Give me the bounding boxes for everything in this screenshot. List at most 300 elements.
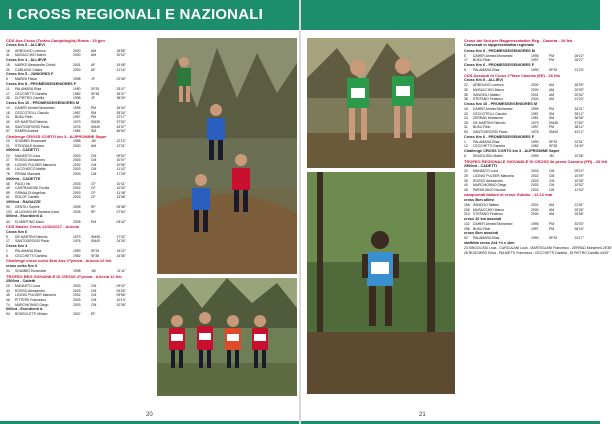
athlete-name: SANDOLI Matteo: [473, 202, 500, 207]
bib-number: 18: [6, 63, 10, 67]
bib-number: 31: [464, 125, 468, 130]
athlete-name: MARCHIONNO Diego: [15, 302, 49, 307]
finish-time: 21'23'': [574, 68, 584, 73]
finish-time: 37'52'': [574, 120, 584, 125]
athlete-name: SOUMBO Emanuele: [15, 139, 47, 144]
birth-year: 2003: [531, 169, 539, 174]
athlete-name: ARBOLINO Lorenzo: [15, 48, 46, 53]
birth-year: 2001: [531, 92, 539, 97]
photo-cross-runners-group-image: [157, 278, 297, 396]
birth-year: 1995: [531, 221, 539, 226]
finish-time: 26'10'': [574, 53, 584, 58]
category: AM: [549, 207, 555, 212]
category: CM: [91, 293, 97, 298]
finish-time: 37'52'': [116, 119, 126, 124]
finish-time: 10'07'': [116, 158, 126, 163]
athlete-name: STINZIALE Andrea: [15, 143, 44, 148]
athlete-name: MARINI Flavia: [15, 77, 37, 82]
photo-women-runners-image: [307, 38, 455, 168]
category-heading: Challenge CROSS CORTO km 3 - A/JPROMINE Saper: [464, 148, 560, 153]
athlete-name: DE MARTINI Fabrizio: [15, 119, 48, 124]
bib-number: 24: [464, 116, 468, 121]
category: JM: [91, 139, 96, 144]
athlete-name: MUSACCHIO Marco: [473, 207, 505, 212]
bib-number: 8: [6, 253, 8, 258]
finish-time: 11'03'': [574, 187, 584, 192]
bib-number: 1: [6, 249, 8, 254]
bib-number: 40: [6, 119, 10, 124]
finish-time: 24'17'': [574, 236, 584, 241]
finish-time: 13'08'': [116, 195, 126, 200]
page-number-right: 21: [419, 412, 426, 418]
bib-number: 12: [6, 106, 10, 111]
category: SF25: [91, 249, 100, 254]
athlete-name: CECCHETTI Daniela: [15, 253, 47, 258]
birth-year: 2003: [73, 171, 81, 176]
section-heading: CDS Assoluti di Cross 2^fase Caserta (EE) - 26 feb: [464, 72, 560, 78]
athlete-name: BUKU Rbin: [473, 226, 491, 231]
athlete-name: SANGIOLI Matteo: [473, 92, 501, 97]
category-heading: cross 6km assoluti: [464, 231, 499, 236]
category-heading: 2000mt - CADETTE: [6, 176, 41, 181]
category-heading: cross corto Km 3: [6, 263, 38, 268]
category: PM: [91, 106, 97, 111]
photo-runner-woods: [307, 172, 455, 394]
photo-runner-woods-image: [307, 172, 455, 394]
category: CM: [549, 173, 555, 178]
athlete-name: PIRANI Manuela: [15, 171, 41, 176]
finish-time: 33'03'': [574, 221, 584, 226]
birth-year: 1995: [531, 53, 539, 58]
birth-year: 1982: [531, 144, 539, 149]
athlete-name: RAMPA Andrea: [15, 129, 39, 134]
category: CF: [91, 190, 96, 195]
athlete-name: STEFANO Federico: [473, 212, 503, 217]
birth-year: 2003: [73, 181, 81, 186]
birth-year: 1997: [531, 226, 539, 231]
bib-number: 22: [464, 169, 468, 174]
category: SF25: [549, 139, 558, 144]
birth-year: 1998: [73, 77, 81, 82]
bib-number: 46: [464, 187, 468, 192]
result-row: [6, 269, 126, 274]
result-note: 28 RUGGIERO Erika - PALMETTI Francesca - CECCHETTI Daniela - DI PIETRO Camilla 44'00'': [464, 250, 610, 255]
category: SM40: [91, 239, 100, 244]
category: PM: [549, 221, 555, 226]
bib-number: 206: [464, 207, 470, 212]
finish-time: 21'20'': [574, 97, 584, 102]
category: CM: [549, 178, 555, 183]
finish-time: 12'31'': [116, 143, 126, 148]
finish-time: 10'32'': [116, 186, 126, 191]
bib-number: 53: [464, 129, 468, 134]
category-heading: 2500mt - Cadetti: [6, 279, 36, 284]
finish-time: 38'30'': [116, 96, 126, 101]
category-heading: Cross Km 10 - PROMESSE/SENIORES M: [6, 100, 80, 105]
athlete-name: LICINIO PULSER Manuela: [473, 173, 514, 178]
category-heading: Cross Km 6 - PROMESSE/SENIORES F: [464, 134, 535, 139]
finish-time: 43'37'': [116, 124, 126, 129]
athlete-name: DI MARTINO Dario: [15, 219, 44, 224]
title-bar-right: [301, 0, 600, 30]
category: JF: [91, 96, 95, 101]
category: AM: [549, 92, 555, 97]
bib-number: 21: [6, 115, 10, 120]
bib-number: 67: [6, 129, 10, 134]
category-heading: Cross Km 5 - JUNIORES F: [6, 72, 54, 77]
birth-year: 2002: [73, 162, 81, 167]
finish-time: 36'15'': [574, 226, 584, 231]
athlete-name: ZERRAD Mohamed: [473, 116, 503, 121]
finish-time: 09'26'': [116, 288, 126, 293]
birth-year: 1997: [531, 58, 539, 63]
bib-number: 22: [464, 83, 468, 88]
category: PM: [549, 58, 555, 63]
birth-year: 2003: [531, 187, 539, 192]
birth-year: 1976: [73, 239, 81, 244]
athlete-name: MUSACCHIO Marco: [473, 88, 505, 92]
bib-number: 45: [6, 162, 10, 167]
category: CM: [91, 302, 97, 307]
finish-time: 34'21'': [574, 106, 584, 111]
birth-year: 2001: [73, 63, 81, 67]
athlete-name: STEFANO Federico: [473, 97, 503, 102]
bib-number: 20: [6, 139, 10, 144]
bib-number: 61: [6, 195, 10, 200]
athlete-name: ARBOLINO Lorenzo: [473, 83, 504, 88]
birth-year: 2003: [73, 167, 81, 172]
category: SM: [91, 110, 97, 115]
category: SF25: [549, 236, 558, 241]
category-heading: cross 10 km assoluti: [464, 216, 502, 221]
finish-time: 20'02'': [116, 53, 126, 58]
birth-year: 1990: [531, 236, 539, 241]
category-heading: 1000mt - RAGAZZE: [6, 200, 41, 205]
birth-year: 1998: [73, 96, 81, 101]
category-heading: Cross Km 6: [6, 229, 28, 234]
birth-year: 1984: [73, 129, 81, 134]
finish-time: 26'27'': [574, 58, 584, 63]
finish-time: 46'54'': [116, 129, 126, 134]
athlete-name: CECCHETTI Daniela: [15, 91, 47, 96]
finish-time: 10'56'': [116, 162, 126, 167]
category-heading: Cross Km 5 - ALLIEVI: [464, 78, 503, 83]
athlete-name: SOUMBO Emanuele: [15, 269, 47, 274]
finish-time: 09'02'': [116, 284, 126, 289]
birth-year: 2003: [73, 288, 81, 293]
bib-number: 21: [6, 143, 10, 148]
birth-year: 2003: [73, 195, 81, 200]
category: AM: [549, 97, 555, 102]
bib-number: 16: [6, 48, 10, 53]
birth-year: 1997: [531, 125, 539, 130]
birth-year: 2003: [531, 183, 539, 188]
category: SM40: [549, 129, 558, 134]
athlete-name: SANTOGROSSI Paolo: [15, 239, 50, 244]
bib-number: 46: [6, 167, 10, 172]
finish-time: 09'10'': [574, 169, 584, 174]
birth-year: 2003: [73, 153, 81, 158]
category: RF: [91, 205, 96, 210]
category: PM: [91, 115, 97, 120]
page-left: [0, 0, 299, 424]
category: SM35: [91, 234, 100, 239]
bib-number: 5: [464, 68, 466, 73]
bib-number: 44: [6, 219, 10, 224]
category: AM: [91, 53, 97, 58]
category: CM: [549, 183, 555, 188]
category: JM: [549, 154, 554, 159]
athlete-name: PALAMARA Elisa: [15, 249, 42, 254]
finish-time: 43'12'': [574, 129, 584, 134]
category: SF25: [91, 87, 100, 92]
birth-year: 1987: [73, 110, 81, 115]
finish-time: 16'36'': [116, 253, 126, 258]
birth-year: 2000: [531, 97, 539, 102]
section-heading: CDS Master Cross 12/02/2017 - Ariccia: [6, 224, 79, 230]
bib-number: 16: [464, 106, 468, 111]
birth-year: 2003: [531, 178, 539, 183]
category: PM: [549, 125, 555, 130]
bib-number: 18: [6, 110, 10, 115]
photo-cross-runners-forest-image: [157, 38, 297, 274]
athlete-name: GRIMALDI Angelina: [15, 190, 46, 195]
athlete-name: CARLANO Chiara: [15, 67, 43, 72]
finish-time: 21'51'': [574, 202, 584, 207]
bib-number: 74: [6, 302, 10, 307]
title-bar: [0, 0, 299, 30]
finish-time: 10'31'': [116, 181, 126, 186]
athlete-name: GENTILI Sophie: [15, 205, 40, 210]
birth-year: 2000: [73, 53, 81, 58]
finish-time: 20'09'': [574, 88, 584, 92]
finish-time: 10'13'': [116, 298, 126, 303]
athlete-name: ROSSO Alessandro: [15, 288, 45, 293]
category: SF35: [549, 144, 558, 149]
category-heading: 2500mt - CADETTI: [464, 164, 497, 169]
birth-year: 1979: [73, 234, 81, 239]
athlete-name: DAHER Ahmed Mohamed: [473, 221, 513, 226]
category: CM: [91, 171, 97, 176]
bib-number: 48: [6, 181, 10, 186]
finish-time: 11'11'': [117, 269, 126, 274]
bib-number: 20: [464, 111, 468, 116]
finish-time: 34'34'': [116, 106, 126, 111]
finish-time: 11'48'': [116, 190, 126, 195]
finish-time: 35'12'': [574, 111, 584, 116]
category-heading: Convocati in rappresentativa regionale: [464, 43, 535, 48]
athlete-name: ROSSO Alessandro: [15, 158, 45, 163]
birth-year: 1987: [531, 111, 539, 116]
birth-year: 1995: [531, 106, 539, 111]
birth-year: 1982: [73, 253, 81, 258]
athlete-name: PALAMARA Elisa: [473, 68, 500, 73]
athlete-name: MARKS Alessandra Christi: [15, 63, 56, 67]
category: CM: [91, 162, 97, 167]
birth-year: 1990: [73, 249, 81, 254]
birth-year: 2000: [73, 143, 81, 148]
bib-number: 35: [464, 178, 468, 183]
bib-number: 52: [464, 236, 468, 241]
bib-number: 28: [464, 120, 468, 125]
finish-time: 22'01'': [574, 139, 584, 144]
category: CM: [91, 158, 97, 163]
birth-year: 1982: [73, 91, 81, 96]
category: JF: [91, 77, 95, 82]
bib-number: 49: [6, 186, 10, 191]
bib-number: 6: [464, 154, 466, 159]
category-heading: Cross Km 5 - ALLIEVI: [6, 43, 45, 48]
athlete-name: DAHER Ahmed Mohamed: [15, 106, 55, 111]
finish-time: 09'52'': [116, 153, 126, 158]
category: CM: [91, 288, 97, 293]
athlete-name: MUSACCHIO Marco: [15, 53, 47, 58]
finish-time: 10'06'': [574, 154, 584, 159]
athlete-name: CECCOTELLI Claudio: [473, 111, 507, 116]
athlete-name: BUKU Rbin: [473, 58, 491, 63]
category: AM: [549, 88, 555, 92]
finish-time: 25'56'': [574, 212, 584, 217]
category: CM: [91, 298, 97, 303]
category-heading: staffetta cross 2x4 +4 x 1km: [464, 240, 515, 245]
finish-time: 12'13'': [116, 139, 126, 144]
category: AM: [91, 48, 97, 53]
birth-year: 2000: [531, 88, 539, 92]
athlete-name: CASTRAUDINI Cecilia: [15, 186, 50, 191]
athlete-name: LICINIO PULSER Manuela: [15, 162, 56, 167]
category-heading: Cross Km 6 - PROMESSE/SENIORES F: [464, 63, 535, 67]
category: SM35: [91, 119, 100, 124]
birth-year: 1998: [73, 139, 81, 144]
athlete-name: DI PIETRO Camilla: [15, 96, 45, 101]
athlete-name: BUKU Rbin: [15, 115, 33, 120]
category: AM: [91, 143, 97, 148]
finish-time: 25'26'': [574, 207, 584, 212]
category-heading: 2500mt - CADETTI: [6, 148, 39, 153]
category-heading: 600mt - Esordienti A: [6, 214, 43, 219]
bib-number: 38: [464, 97, 468, 102]
athlete-name: SANTOGROSSI Paolo: [15, 124, 50, 129]
athlete-name: CECCOTELLI Claudio: [15, 110, 49, 115]
finish-time: 22'06'': [116, 77, 126, 82]
finish-time: 33'47'': [116, 87, 126, 92]
bib-number: 1: [464, 139, 466, 144]
athlete-name: DE MARTINI Fabrizio: [473, 120, 506, 125]
bib-number: 17: [464, 58, 468, 63]
bib-number: 6: [6, 77, 8, 82]
bib-number: 30: [464, 88, 468, 92]
category: EF: [91, 312, 96, 317]
athlete-name: MANASTO Luca: [15, 153, 40, 158]
athlete-name: PITTERS Francesco: [15, 298, 47, 303]
finish-time: 38'14'': [574, 125, 584, 130]
athlete-name: DE MARTINI Fabrizio: [15, 234, 48, 239]
finish-time: 36'08'': [574, 116, 584, 121]
bib-number: 256: [464, 226, 470, 231]
bib-number: 20: [6, 284, 10, 289]
birth-year: 2003: [73, 284, 81, 289]
category-heading: 600mt - Esordienti A: [6, 307, 43, 312]
finish-time: 11'42'': [116, 167, 126, 172]
finish-time: [107, 312, 126, 317]
category: AM: [549, 83, 555, 88]
finish-time: 05'38'': [116, 205, 126, 210]
finish-time: 10'09'': [574, 173, 584, 178]
bib-number: 31: [6, 53, 10, 58]
athlete-name: LUCCHIOCO Mattia: [15, 167, 46, 172]
result-note: 23 SINGOLISIU Luca - CURCULANI Luca - MARTIGLIANI Francesco - ZERRAD Mohamed 25'36'': [464, 246, 612, 251]
birth-year: 2003: [73, 190, 81, 195]
athlete-name: ROSSO Alessandro: [473, 178, 503, 183]
category: PM: [549, 106, 555, 111]
athlete-name: PARIGLIANO Nicolas: [473, 187, 506, 192]
birth-year: 2003: [73, 298, 81, 303]
category: SF25: [549, 68, 558, 73]
finish-time: 19'45'': [116, 63, 126, 67]
athlete-name: ROLOF Camilla: [15, 195, 39, 200]
athlete-name: SANTOGROSSI Paolo: [473, 129, 508, 134]
category: JM: [91, 269, 96, 274]
birth-year: 1976: [73, 124, 81, 129]
birth-year: 1981: [531, 116, 539, 121]
finish-time: 10'38'': [116, 302, 126, 307]
finish-time: 15'22'': [116, 249, 126, 254]
category: SM40: [91, 124, 100, 129]
bib-number: 17: [6, 239, 10, 244]
finish-time: 17'28'': [116, 171, 126, 176]
photo-cross-runners-group: [157, 278, 297, 396]
category-heading: cross 5km allievi: [464, 197, 495, 202]
bib-number: 78: [6, 171, 10, 176]
finish-time: 24'26'': [116, 239, 126, 244]
category: CM: [549, 169, 555, 174]
birth-year: 2000: [531, 212, 539, 217]
athlete-name: SINGOLISIU Mattei: [473, 154, 503, 159]
athlete-name: PALAMARA Elisa: [15, 87, 42, 92]
bib-number: 44: [6, 269, 10, 274]
birth-year: 1990: [531, 68, 539, 73]
birth-year: 2005: [73, 205, 81, 210]
birth-year: 2005: [73, 209, 81, 214]
athlete-name: BUKU Rbin: [473, 125, 491, 130]
birth-year: 1976: [531, 129, 539, 134]
birth-year: 1990: [531, 139, 539, 144]
athlete-name: PALAMARA Elisa: [473, 236, 500, 241]
category: PM: [549, 226, 555, 231]
category: SM: [549, 111, 555, 116]
finish-time: 18'55'': [116, 48, 126, 53]
bib-number: 27: [6, 158, 10, 163]
finish-time: 10'35'': [574, 178, 584, 183]
section-heading: CDS Ass Cross (Trofeo Campidoglio) Roma - 15 gen: [6, 38, 105, 43]
section-heading: Challenge cross corto 3km Ass 2^prova - Ariccia 12 feb: [6, 258, 112, 264]
finish-time: 03'42'': [116, 219, 126, 224]
bib-number: 25: [464, 173, 468, 178]
result-row: [6, 172, 126, 177]
finish-time: 24'40'': [574, 144, 584, 149]
bib-number: 43: [6, 288, 10, 293]
section-heading: TROFEO REG GIOVANILE DI CROSS 2^prova - Ariccia 12 feb: [6, 273, 122, 279]
athlete-name: MANASTO Luca: [473, 169, 498, 174]
athlete-name: MARCHIONNO Diego: [473, 183, 507, 188]
bib-number: 46: [6, 298, 10, 303]
category: CF: [91, 181, 96, 186]
athlete-name: PALAMARA Elisa: [473, 139, 500, 144]
category: RF: [91, 209, 96, 214]
birth-year: 2000: [531, 83, 539, 88]
bib-number: 59: [6, 190, 10, 195]
bib-number: 17: [6, 91, 10, 96]
